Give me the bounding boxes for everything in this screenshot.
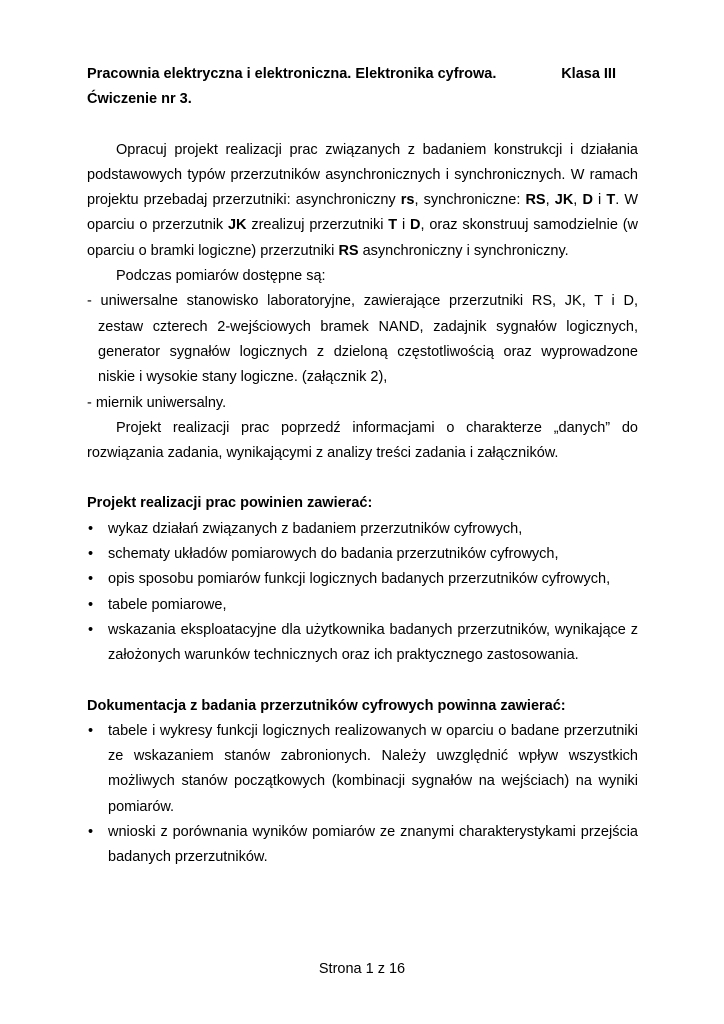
page-content: [87, 62, 638, 871]
section-heading: Dokumentacja z badania przerzutników cyfrowych powinna zawierać:: [87, 697, 566, 714]
flipflop-JK: JK: [554, 192, 574, 209]
bullet-icon: •: [88, 722, 94, 739]
list-item-text: schematy układów pomiarowych do badania przerzutników cyfrowych,: [108, 546, 559, 563]
intro-text: i: [592, 192, 607, 209]
intro-text: i: [397, 217, 411, 234]
list-item-text: tabele pomiarowe,: [108, 596, 227, 613]
intro-text: , oraz skonstruuj samodzielnie (w oparciu o bramki logiczne) przerzutniki: [87, 217, 638, 259]
spacer: [87, 466, 638, 491]
list-item: [87, 517, 638, 542]
intro-text: zrealizuj przerzutniki: [246, 217, 389, 234]
documentation-requirements-list: [87, 719, 638, 871]
bullet-icon: •: [88, 571, 94, 588]
bullet-icon: •: [88, 824, 94, 841]
header-row: [87, 62, 638, 87]
flipflop-T: T: [606, 192, 616, 209]
intro-text: asynchroniczny i synchroniczny.: [358, 242, 569, 259]
flipflop-JK: JK: [227, 217, 247, 234]
list-item-text: wykaz działań związanych z badaniem przerzutników cyfrowych,: [108, 520, 523, 537]
class-label: Klasa III: [561, 66, 616, 82]
equipment-item: - uniwersalne stanowisko laboratoryjne, zawierające przerzutniki RS, JK, T i D, zestaw czterech 2-wejściowych bramek NAND, zadajnik sygnałów logicznych, generator sygnałów logicznych z dzieloną częstotliwością oraz wyprowadzone niskie i wysokie stany logiczne. (załącznik 2),: [87, 293, 638, 386]
bullet-icon: •: [88, 520, 94, 537]
project-requirements-list: [87, 517, 638, 669]
list-item-text: wnioski z porównania wyników pomiarów ze znanymi charakterystykami przejścia badanych przerzutników.: [108, 824, 638, 866]
flipflop-rs: rs: [400, 192, 415, 209]
bullet-icon: •: [88, 621, 94, 638]
list-item-text: tabele i wykresy funkcji logicznych realizowanych w oparciu o badane przerzutniki ze wskazaniem stanów zabronionych. Należy uwzględnić wpływ wszystkich możliwych stanów początkowych (kombinacji sygnałów na wejściach) na wyniki pomiarów.: [108, 722, 638, 815]
bullet-icon: •: [88, 546, 94, 563]
flipflop-D: D: [582, 192, 593, 209]
exercise-number: Ćwiczenie nr 3.: [87, 91, 192, 108]
list-item-text: opis sposobu pomiarów funkcji logicznych badanych przerzutników cyfrowych,: [108, 571, 611, 588]
section-heading: Projekt realizacji prac powinien zawierać:: [87, 495, 373, 512]
list-item: [87, 542, 638, 567]
flipflop-RS: RS: [525, 192, 546, 209]
intro-text: Opracuj projekt realizacji prac związanych z badaniem konstrukcji i działania podstawowych typów przerzutników asynchronicznych i synchronicznych. W ramach projektu przebadaj przerzutniki: asynchroniczny: [87, 141, 638, 209]
document-title: Pracownia elektryczna i elektroniczna. Elektronika cyfrowa.: [87, 66, 497, 82]
page-number: Strona 1 z 16: [318, 961, 406, 977]
spacer: [87, 669, 638, 694]
list-item: [87, 719, 638, 820]
flipflop-RS: RS: [338, 242, 359, 259]
list-item: [87, 567, 638, 592]
intro-text: ,: [545, 192, 555, 209]
bullet-icon: •: [88, 596, 94, 613]
data-paragraph: Projekt realizacji prac poprzedź informacjami o charakterze „danych” do rozwiązania zadania, wynikającymi z analizy treści zadania i załączników.: [87, 419, 638, 462]
equipment-intro: Podczas pomiarów dostępne są:: [116, 268, 326, 285]
list-item-text: wskazania eksploatacyjne dla użytkownika badanych przerzutników, wynikające z założonych warunków technicznych oraz ich praktycznego zastosowania.: [108, 621, 638, 664]
flipflop-T: T: [388, 217, 398, 234]
intro-paragraph: [87, 138, 638, 264]
list-item: [87, 593, 638, 618]
spacer: [87, 113, 638, 138]
list-item: [87, 618, 638, 669]
list-item: [87, 820, 638, 871]
intro-text: , synchroniczne:: [414, 192, 526, 209]
intro-text: ,: [573, 192, 583, 209]
flipflop-D: D: [410, 217, 421, 234]
intro-text: . W oparciu o przerzutnik: [87, 192, 639, 234]
equipment-item: - miernik uniwersalny.: [87, 394, 227, 411]
